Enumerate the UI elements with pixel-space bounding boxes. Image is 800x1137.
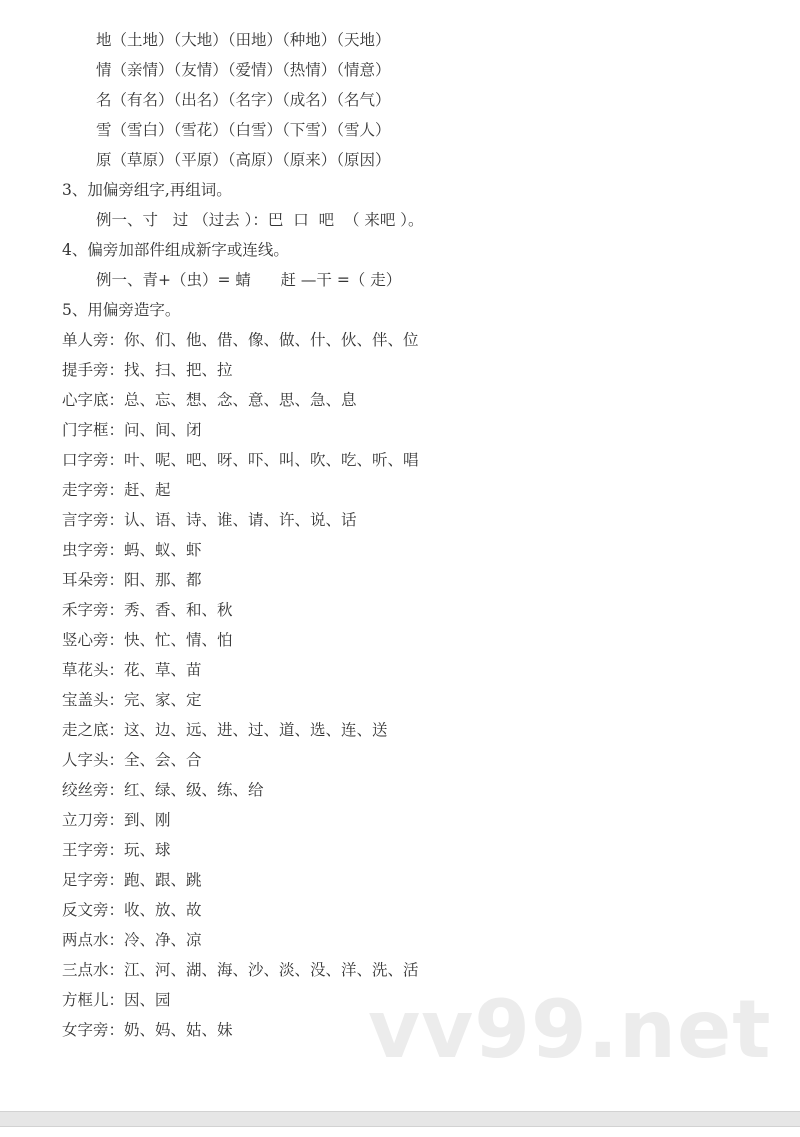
radical-row: 口字旁：叶、呢、吧、呀、吓、叫、吹、吃、听、唱 [62, 451, 419, 469]
section-4-example: 例一、青+（虫）= 蜻 赶 —干 =（ 走） [96, 271, 402, 289]
radical-row: 绞丝旁：红、绿、级、练、给 [62, 781, 264, 799]
word-row: 雪（雪白）（雪花）（白雪）（下雪）（雪人） [96, 121, 391, 139]
radical-row: 耳朵旁：阳、那、都 [62, 571, 202, 589]
radical-row: 女字旁：奶、妈、姑、妹 [62, 1021, 233, 1039]
document-page [0, 25, 800, 1045]
radical-row: 两点水：冷、净、凉 [62, 931, 202, 949]
radical-row: 宝盖头：完、家、定 [62, 691, 202, 709]
radical-row: 立刀旁：到、刚 [62, 811, 171, 829]
word-row: 情（亲情）（友情）（爱情）（热情）（情意） [96, 61, 391, 79]
radical-row: 人字头：全、会、合 [62, 751, 202, 769]
horizontal-scrollbar[interactable] [0, 1111, 800, 1127]
section-4-heading: 4、偏旁加部件组成新字或连线。 [62, 241, 289, 259]
radical-list [0, 325, 800, 1045]
radical-row: 单人旁：你、们、他、借、像、做、什、伙、伴、位 [62, 331, 419, 349]
section-3-heading: 3、加偏旁组字,再组词。 [62, 181, 232, 199]
word-row: 原（草原）（平原）（高原）（原来）（原因） [96, 151, 391, 169]
radical-row: 心字底：总、忘、想、念、意、思、急、息 [62, 391, 357, 409]
radical-row: 反文旁：收、放、故 [62, 901, 202, 919]
radical-row: 虫字旁：蚂、蚁、虾 [62, 541, 202, 559]
radical-row: 足字旁：跑、跟、跳 [62, 871, 202, 889]
radical-row: 走字旁：赶、起 [62, 481, 171, 499]
radical-row: 三点水：江、河、湖、海、沙、淡、没、洋、洗、活 [62, 961, 419, 979]
radical-row: 竖心旁：快、忙、情、怕 [62, 631, 233, 649]
word-row: 名（有名）（出名）（名字）（成名）（名气） [96, 91, 391, 109]
section-5-heading: 5、用偏旁造字。 [62, 301, 181, 319]
radical-row: 走之底：这、边、远、进、过、道、选、连、送 [62, 721, 388, 739]
radical-row: 提手旁：找、扫、把、拉 [62, 361, 233, 379]
radical-row: 禾字旁：秀、香、和、秋 [62, 601, 233, 619]
radical-row: 言字旁：认、语、诗、谁、请、许、说、话 [62, 511, 357, 529]
word-row: 地（土地）（大地）（田地）（种地）（天地） [96, 31, 391, 49]
radical-row: 门字框：问、间、闭 [62, 421, 202, 439]
radical-row: 方框儿：因、园 [62, 991, 171, 1009]
radical-row: 草花头：花、草、苗 [62, 661, 202, 679]
section-3-example: 例一、寸 过 （过去 ）：巴 口 吧 （ 来吧 ）。 [96, 211, 424, 229]
watermark: vv99.net [368, 983, 772, 1076]
radical-row: 王字旁：玩、球 [62, 841, 171, 859]
